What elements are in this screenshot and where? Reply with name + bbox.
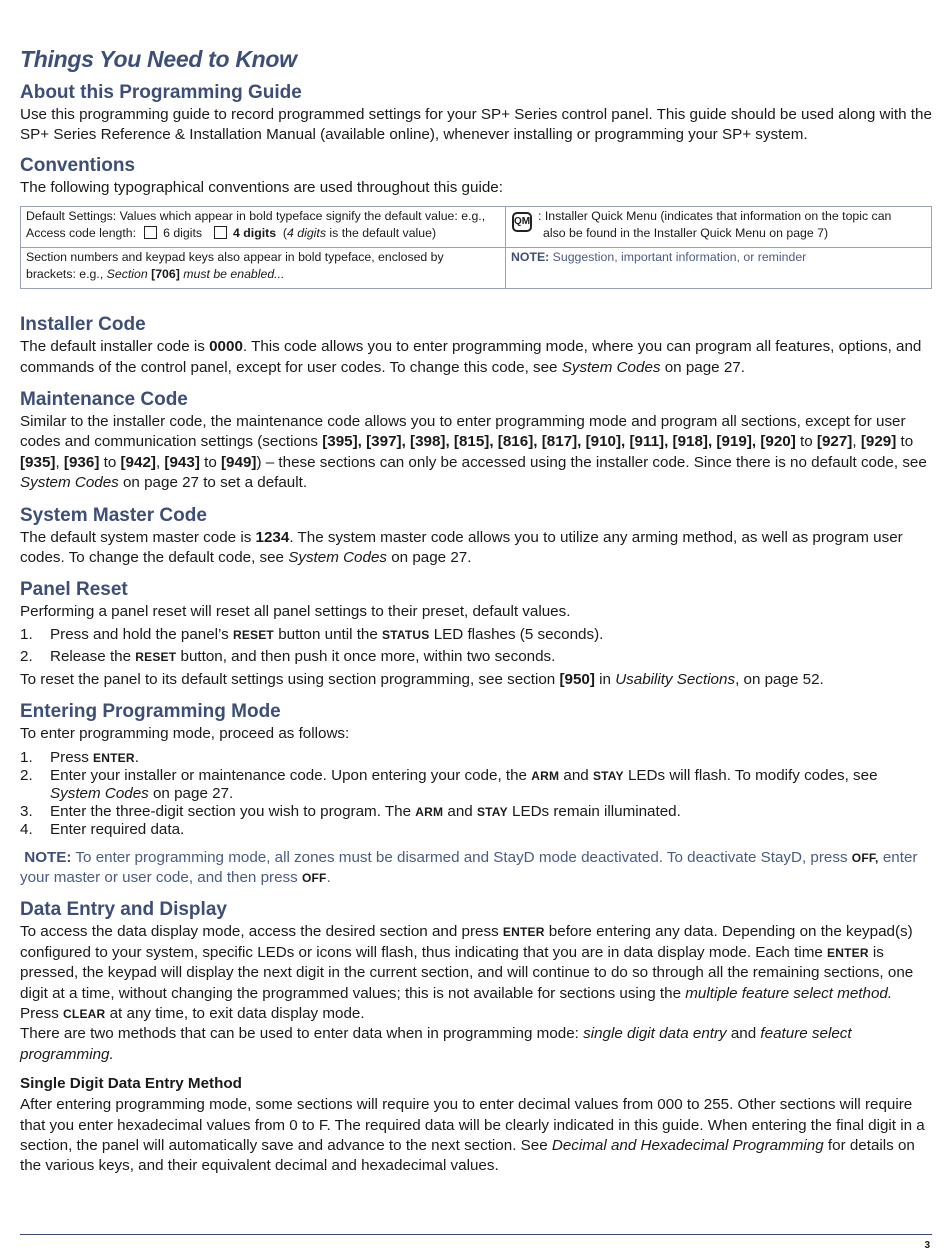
table-cell: NOTE: Suggestion, important information, or reminder [506, 248, 932, 289]
panel-reset-section [20, 578, 932, 690]
list-item: 1. Press and hold the panel’s RESET button until the STATUS LED flashes (5 seconds). [20, 625, 604, 643]
installer-code-heading: Installer Code [20, 314, 146, 336]
maintenance-code-body: Similar to the installer code, the maintenance code allows you to enter programming mode and program all sections, except for user codes and communication settings (sections [395], [397], [398], [815], [816], [817], [910], [911], [918], [919], [920] to [927], [929] to [935], [936] to [942], [943] to [949]) – these sections can only be accessed using the installer code. Since there is no default code, see System Codes on page 27 to set a default. [20, 413, 927, 492]
checkbox-icon [144, 226, 157, 239]
quick-menu-icon: QM [512, 212, 532, 232]
document-page [20, 46, 932, 1183]
note-label: NOTE: [511, 250, 550, 265]
single-digit-body: After entering programming mode, some sections will require you to enter decimal values from 000 to 255. Other sections will require that you enter hexadecimal values from 0 to F. The required data will be clearly indicated in this guide. When entering the final digit in a section, the panel will automatically save and advance to the next section. See Decimal and Hexadecimal Programming for details on the various keys, and their equivalent decimal and hexadecimal values. [20, 1096, 925, 1175]
panel-reset-intro: Performing a panel reset will reset all panel settings to their preset, default values. [20, 603, 571, 621]
maintenance-code-heading: Maintenance Code [20, 389, 188, 411]
master-code-heading: System Master Code [20, 504, 207, 526]
single-digit-section [20, 1073, 932, 1177]
about-body: Use this programming guide to record programmed settings for your SP+ Series control panel. This guide should be used along with the SP+ Series Reference & Installation Manual (available online), whenever installing or programming your SP+ system. [20, 106, 932, 144]
installer-code-section [20, 313, 932, 378]
panel-reset-outro: To reset the panel to its default settings using section programming, see section [950] in Usability Sections, on page 52. [20, 670, 824, 688]
list-item: 2. Release the RESET button, and then push it once more, within two seconds. [20, 648, 556, 666]
list-item: 1. Press ENTER. [20, 748, 139, 766]
conventions-table [20, 206, 932, 289]
conventions-intro: The following typographical conventions are used throughout this guide: [20, 178, 503, 196]
conventions-section [20, 154, 932, 289]
list-item: 2. Enter your installer or maintenance code. Upon entering your code, the ARM and STAY LEDs will flash. To modify codes, see System Codes on page 27. [20, 766, 878, 802]
footer-divider [20, 1234, 932, 1235]
data-entry-methods: There are two methods that can be used to enter data when in programming mode: single digit data entry and feature select programming. [20, 1025, 852, 1063]
master-code-section [20, 504, 932, 569]
table-row [21, 207, 932, 248]
programming-mode-section [20, 700, 932, 888]
conventions-heading: Conventions [20, 154, 136, 176]
table-cell: Default Settings: Values which appear in bold typeface signify the default value: e.g., Access code length: 6 digits 4 digits (4 digits is the default value) [21, 207, 506, 248]
table-cell: Section numbers and keypad keys also appear in bold typeface, enclosed by brackets: e.g., Section [706] must be enabled... [21, 248, 506, 289]
maintenance-code-section [20, 388, 932, 494]
about-section [20, 81, 932, 146]
data-entry-heading: Data Entry and Display [20, 899, 227, 921]
programming-mode-intro: To enter programming mode, proceed as follows: [20, 725, 350, 743]
list-item: 4. Enter required data. [20, 821, 185, 839]
checkbox-icon [214, 226, 227, 239]
page-number: 3 [924, 1240, 930, 1251]
page-title: Things You Need to Know [20, 46, 297, 72]
about-heading: About this Programming Guide [20, 82, 302, 103]
programming-mode-steps [20, 749, 932, 840]
data-entry-body: To access the data display mode, access the desired section and press ENTER before entering any data. Depending on the keypad(s) configured to your system, specific LEDs or icons will flash, thus indicating that you are in data display mode. Each time ENTER is pressed, the keypad will display the next digit in the current section, and will continue to do so through all the remaining sections, one digit at a time, without changing the programmed values; this is not available for sections using the multiple feature select method. Press CLEAR at any time, to exit data display mode. [20, 923, 914, 1022]
data-entry-section [20, 898, 932, 1065]
single-digit-heading: Single Digit Data Entry Method [20, 1075, 242, 1093]
list-item: 3. Enter the three-digit section you wish to program. The ARM and STAY LEDs remain illuminated. [20, 803, 681, 821]
installer-code-body: The default installer code is 0000. This code allows you to enter programming mode, where you can program all features, options, and commands of the control panel, except for user codes. To change this code, see System Codes on page 27. [20, 338, 922, 376]
panel-reset-steps [20, 625, 932, 668]
table-row [21, 248, 932, 289]
programming-mode-heading: Entering Programming Mode [20, 701, 281, 723]
table-cell: QM : Installer Quick Menu (indicates that information on the topic can also be found in the Installer Quick Menu on page 7) [506, 207, 932, 248]
programming-mode-note: NOTE: To enter programming mode, all zones must be disarmed and StayD mode deactivated. To deactivate StayD, press OFF, enter your master or user code, and then press OFF. [20, 848, 918, 886]
panel-reset-heading: Panel Reset [20, 579, 128, 601]
master-code-body: The default system master code is 1234. The system master code allows you to utilize any arming method, as well as program user codes. To change the default code, see System Codes on page 27. [20, 528, 903, 567]
